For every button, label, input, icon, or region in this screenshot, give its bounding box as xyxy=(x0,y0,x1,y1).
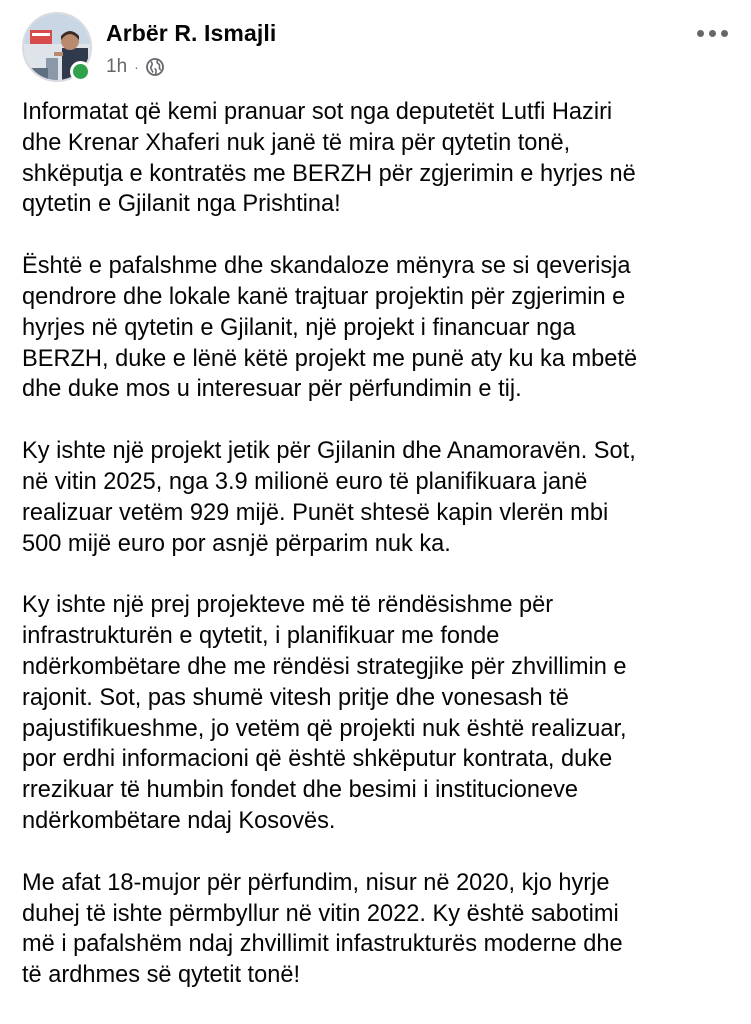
globe-icon[interactable] xyxy=(145,57,165,77)
post-paragraph-5: Me afat 18-mujor për përfundim, nisur në 2020, kjo hyrje duhej të ishte përmbyllur në vitin 2022. Ky është sabotimi më i pafalshëm ndaj zhvillimit infastrukturës moderne dhe të ardhmes së qytetit tonë! xyxy=(22,869,623,989)
post-paragraph-3: Ky ishte një projekt jetik për Gjilanin dhe Anamoravën. Sot, në vitin 2025, nga 3.9 milionë euro të planifikuara janë realizuar vetëm 929 mijë. Punët shtesë kapin vlerën mbi 500 mijë euro por asnjë përparim nuk ka. xyxy=(22,438,636,557)
author-name[interactable]: Arbër R. Ismajli xyxy=(106,20,277,46)
post-paragraph-2: Është e pafalshme dhe skandaloze mënyra se si qeverisja qendrore dhe lokale kanë trajtuar projektin për zgjerimin e hyrjes në qytetin e Gjilanit, një projekt i financuar nga BERZH, duke e lënë këtë projekt me punë aty ku ka mbetë dhe duke mos u interesuar për përfundimin e tij. xyxy=(22,253,638,403)
post-header xyxy=(0,0,751,86)
post-timestamp[interactable]: 1h xyxy=(106,56,128,77)
post-text xyxy=(22,97,742,1022)
avatar-container[interactable] xyxy=(22,12,92,82)
post-paragraph-1: Informatat që kemi pranuar sot nga deputetët Lutfi Haziri dhe Krenar Xhaferi nuk janë të mira për qytetin tonë, shkëputja e kontratës me BERZH për zgjerimin e hyrjes në qytetin e Gjilanit nga Prishtina! xyxy=(22,99,636,218)
more-options-icon[interactable] xyxy=(692,22,732,44)
online-status-indicator xyxy=(70,61,91,82)
post-meta xyxy=(106,55,165,79)
meta-separator: · xyxy=(134,59,139,75)
post-paragraph-4: Ky ishte një prej projekteve më të rëndësishme për infrastrukturën e qytetit, i planifikuar me fonde ndërkombëtare dhe me rëndësi strategjike për zhvillimin e rajonit. Sot, pas shumë vitesh pritje dhe vonesash të pajustifikueshme, jo vetëm që projekti nuk është realizuar, por erdhi informacioni që është shkëputur kontrata, duke rrezikuar të humbin fondet dhe besimi i institucioneve ndërkombëtare ndaj Kosovës. xyxy=(22,592,627,834)
